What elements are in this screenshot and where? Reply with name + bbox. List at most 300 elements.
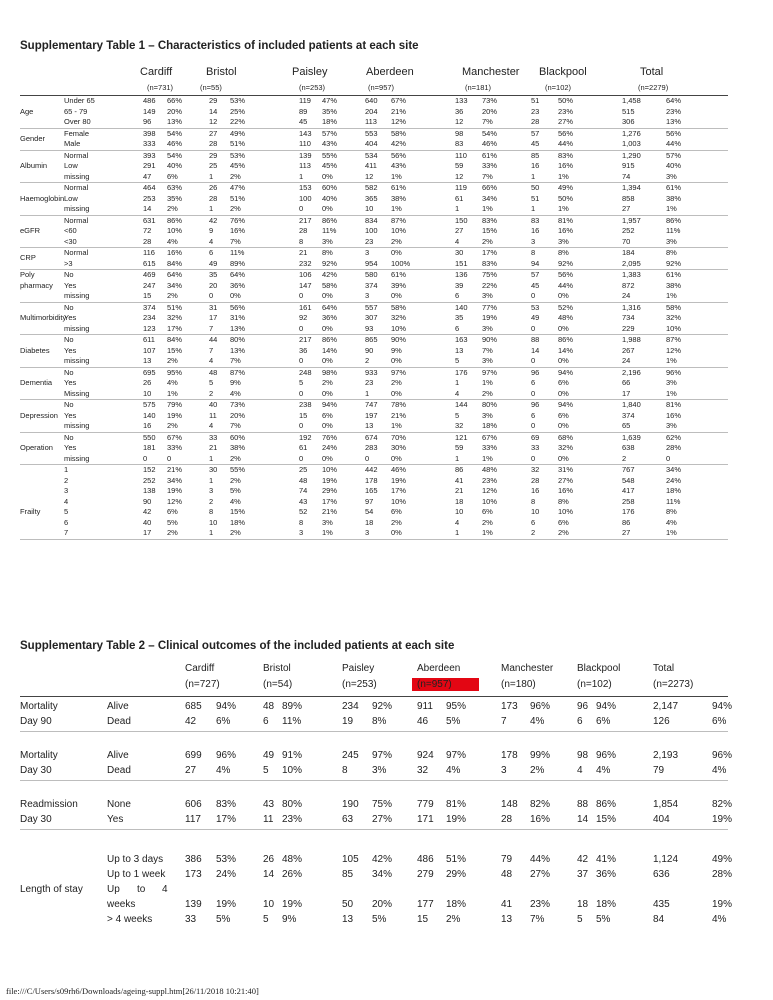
group-label: Haemoglobin xyxy=(20,193,65,203)
count-cell: 42 xyxy=(209,215,218,225)
count-cell: 53 xyxy=(531,302,540,312)
percent-cell: 18% xyxy=(482,421,498,430)
count-cell: 96 xyxy=(143,117,152,126)
count-cell: 7 xyxy=(209,345,214,355)
table1 xyxy=(20,62,728,540)
percent-cell: 22% xyxy=(482,280,498,290)
percent-cell: 96% xyxy=(596,750,617,761)
percent-cell: 56% xyxy=(558,270,574,279)
row-subcategory: 2 xyxy=(64,475,69,485)
count-cell: 8 xyxy=(299,236,304,246)
count-cell: 2 xyxy=(209,388,214,398)
section-label-line1: Mortality xyxy=(20,750,58,761)
count-cell: 640 xyxy=(365,96,378,105)
group-label: CRP xyxy=(20,253,36,263)
percent-cell: 20% xyxy=(372,899,393,910)
count-cell: 0 xyxy=(365,453,370,463)
percent-cell: 6% xyxy=(712,716,727,727)
percent-cell: 6% xyxy=(558,410,569,420)
percent-cell: 76% xyxy=(230,215,246,225)
length-of-stay-section xyxy=(20,844,733,929)
row-subcategory: Yes xyxy=(64,280,77,290)
percent-cell: 94% xyxy=(322,400,338,409)
percent-cell: 56% xyxy=(666,128,682,138)
percent-cell: 87% xyxy=(666,335,682,344)
percent-cell: 19% xyxy=(167,486,183,495)
count-cell: 152 xyxy=(143,465,156,474)
count-cell: 23 xyxy=(365,378,374,387)
percent-cell: 19% xyxy=(446,814,467,825)
percent-cell: 2% xyxy=(482,517,493,527)
percent-cell: 3% xyxy=(666,171,677,181)
group-label: Age xyxy=(20,106,34,116)
row-subcategory: No xyxy=(64,302,74,312)
percent-cell: 34% xyxy=(372,869,393,880)
count-cell: 32 xyxy=(455,421,464,430)
count-cell: 140 xyxy=(455,302,468,312)
count-cell: 41 xyxy=(501,899,513,910)
percent-cell: 20% xyxy=(167,106,183,116)
percent-cell: 18% xyxy=(666,486,682,495)
row-subcategory: 7 xyxy=(64,528,69,537)
count-cell: 734 xyxy=(622,313,635,322)
count-cell: 5 xyxy=(455,410,460,420)
count-cell: 15 xyxy=(299,410,308,420)
count-cell: 28 xyxy=(531,117,540,126)
count-cell: 140 xyxy=(143,410,156,420)
table-row xyxy=(20,161,728,172)
count-cell: 49 xyxy=(209,258,218,268)
percent-cell: 21% xyxy=(167,465,183,474)
count-cell: 6 xyxy=(263,716,269,727)
table-row xyxy=(20,368,728,379)
percent-cell: 8% xyxy=(666,507,677,516)
count-cell: 94 xyxy=(531,258,540,268)
count-cell: 7 xyxy=(209,323,214,333)
percent-cell: 1% xyxy=(666,388,677,398)
group-label: Dementia xyxy=(20,378,53,387)
percent-cell: 63% xyxy=(167,183,183,192)
count-cell: 435 xyxy=(653,899,670,910)
site-name: Total xyxy=(653,663,675,674)
count-cell: 238 xyxy=(299,400,312,409)
count-cell: 139 xyxy=(299,150,312,160)
count-cell: 26 xyxy=(263,854,275,865)
percent-cell: 2% xyxy=(167,421,178,430)
count-cell: 197 xyxy=(365,410,378,420)
count-cell: 178 xyxy=(365,475,378,485)
count-cell: 165 xyxy=(365,486,378,495)
percent-cell: 3% xyxy=(322,236,333,246)
count-cell: 18 xyxy=(577,899,589,910)
count-cell: 66 xyxy=(622,378,631,387)
count-cell: 70 xyxy=(622,236,631,246)
count-cell: 86 xyxy=(455,465,464,474)
percent-cell: 94% xyxy=(558,367,574,377)
count-cell: 17 xyxy=(622,388,631,398)
percent-cell: 89% xyxy=(282,701,303,712)
percent-cell: 4% xyxy=(167,236,178,246)
count-cell: 96 xyxy=(531,400,540,409)
percent-cell: 76% xyxy=(322,432,338,442)
count-cell: 580 xyxy=(365,270,378,279)
percent-cell: 12% xyxy=(482,486,498,495)
count-cell: 48 xyxy=(263,701,275,712)
table2-header xyxy=(20,662,728,697)
count-cell: 13 xyxy=(143,356,152,365)
count-cell: 267 xyxy=(622,345,635,355)
table-row xyxy=(20,172,728,183)
table-row xyxy=(20,867,733,882)
percent-cell: 4% xyxy=(167,378,178,387)
percent-cell: 2% xyxy=(530,765,545,776)
count-cell: 96 xyxy=(531,367,540,377)
count-cell: 28 xyxy=(209,139,218,148)
percent-cell: 21% xyxy=(322,507,338,516)
count-cell: 858 xyxy=(622,193,635,203)
count-cell: 110 xyxy=(299,139,311,148)
count-cell: 247 xyxy=(143,280,156,290)
percent-cell: 33% xyxy=(482,443,498,452)
percent-cell: 16% xyxy=(167,248,183,257)
row-subcategory: Yes xyxy=(64,313,77,322)
percent-cell: 11% xyxy=(230,248,245,257)
table-row xyxy=(20,400,728,411)
percent-cell: 34% xyxy=(482,193,498,203)
count-cell: 100 xyxy=(299,193,312,203)
percent-cell: 56% xyxy=(230,302,246,312)
file-path-footer: file:///C/Users/s09rh6/Downloads/ageing-suppl.htm[26/11/2018 10:21:40] xyxy=(6,986,259,996)
count-cell: 31 xyxy=(209,302,218,312)
count-cell: 42 xyxy=(143,507,152,516)
percent-cell: 0% xyxy=(322,171,333,181)
count-cell: 534 xyxy=(365,150,378,160)
count-cell: 911 xyxy=(417,701,433,712)
count-cell: 0 xyxy=(531,453,536,463)
percent-cell: 0% xyxy=(391,453,402,463)
count-cell: 0 xyxy=(531,388,536,398)
count-cell: 74 xyxy=(299,486,308,495)
percent-cell: 75% xyxy=(482,270,498,279)
percent-cell: 50% xyxy=(558,193,574,203)
count-cell: 192 xyxy=(299,432,312,442)
section-label-line2: Day 30 xyxy=(20,765,52,776)
percent-cell: 61% xyxy=(482,150,498,160)
site-name: Paisley xyxy=(342,663,375,674)
percent-cell: 99% xyxy=(530,750,551,761)
percent-cell: 25% xyxy=(230,106,246,116)
row-subcategory: Under 65 xyxy=(64,96,95,105)
count-cell: 27 xyxy=(185,765,197,776)
table-row xyxy=(20,303,728,314)
percent-cell: 94% xyxy=(596,701,617,712)
count-cell: 21 xyxy=(455,486,464,495)
percent-cell: 10% xyxy=(391,496,407,506)
percent-cell: 58% xyxy=(391,128,407,138)
site-count: (n=731) xyxy=(147,83,174,92)
percent-cell: 82% xyxy=(530,799,551,810)
percent-cell: 96% xyxy=(712,750,733,761)
percent-cell: 15% xyxy=(230,507,246,516)
row-subcategory: No xyxy=(64,400,74,409)
row-subcategory: missing xyxy=(64,291,90,300)
count-cell: 4 xyxy=(455,517,460,527)
percent-cell: 19% xyxy=(167,410,183,420)
count-cell: 515 xyxy=(622,106,635,116)
count-cell: 10 xyxy=(143,388,152,398)
percent-cell: 6% xyxy=(216,716,231,727)
percent-cell: 12% xyxy=(666,345,682,355)
site-name: Bristol xyxy=(206,66,237,78)
percent-cell: 90% xyxy=(482,335,498,344)
percent-cell: 47% xyxy=(322,96,338,105)
percent-cell: 34% xyxy=(167,475,183,485)
percent-cell: 18% xyxy=(230,517,246,527)
count-cell: 85 xyxy=(342,869,354,880)
count-cell: 1 xyxy=(209,453,214,463)
count-cell: 229 xyxy=(622,323,635,333)
site-count: (n=2279) xyxy=(638,83,669,92)
percent-cell: 11% xyxy=(666,226,681,235)
count-cell: 0 xyxy=(299,453,304,463)
percent-cell: 10% xyxy=(322,465,338,474)
count-cell: 69 xyxy=(531,432,540,442)
group-label: Albumin xyxy=(20,161,48,170)
count-cell: 139 xyxy=(185,899,202,910)
percent-cell: 19% xyxy=(482,313,498,322)
count-cell: 1,290 xyxy=(622,150,641,160)
percent-cell: 75% xyxy=(372,799,393,810)
row-subcategory: 1 xyxy=(64,465,69,474)
percent-cell: 51% xyxy=(446,854,467,865)
count-cell: 59 xyxy=(455,443,464,452)
percent-cell: 45% xyxy=(322,161,338,170)
percent-cell: 64% xyxy=(322,302,338,312)
percent-cell: 12% xyxy=(167,496,183,506)
percent-cell: 64% xyxy=(167,270,183,279)
count-cell: 30 xyxy=(455,248,464,257)
percent-cell: 86% xyxy=(666,215,682,225)
table-row xyxy=(20,507,728,518)
count-cell: 1,003 xyxy=(622,139,641,148)
percent-cell: 17% xyxy=(322,496,338,506)
count-cell: 258 xyxy=(622,496,635,506)
percent-cell: 2% xyxy=(167,528,178,537)
table-row xyxy=(20,204,728,215)
characteristic-group xyxy=(20,465,728,540)
percent-cell: 6% xyxy=(596,716,611,727)
percent-cell: 3% xyxy=(666,421,677,430)
group-label: Multimorbidity xyxy=(20,313,67,322)
count-cell: 178 xyxy=(501,750,518,761)
count-cell: 1 xyxy=(455,378,460,387)
count-cell: 27 xyxy=(622,528,631,537)
count-cell: 27 xyxy=(622,204,631,213)
percent-cell: 77% xyxy=(482,302,498,312)
percent-cell: 23% xyxy=(282,814,303,825)
percent-cell: 3% xyxy=(482,291,493,300)
count-cell: 72 xyxy=(143,226,152,235)
table-row xyxy=(20,518,728,529)
percent-cell: 4% xyxy=(216,765,231,776)
count-cell: 606 xyxy=(185,799,202,810)
table-row xyxy=(20,107,728,118)
count-cell: 18 xyxy=(455,496,464,506)
up-to-4-weeks-word: Up xyxy=(107,884,120,895)
count-cell: 24 xyxy=(622,291,631,300)
table-row xyxy=(20,324,728,335)
percent-cell: 91% xyxy=(282,750,303,761)
table-row xyxy=(20,356,728,367)
count-cell: 74 xyxy=(622,171,631,181)
count-cell: 1,124 xyxy=(653,854,679,865)
row-subcategory: Normal xyxy=(64,183,89,192)
percent-cell: 13% xyxy=(666,117,682,126)
count-cell: 133 xyxy=(455,96,468,105)
site-count: (n=55) xyxy=(200,83,222,92)
percent-cell: 40% xyxy=(322,193,338,203)
count-cell: 4 xyxy=(455,388,460,398)
row-subcategory: > 4 weeks xyxy=(107,914,153,925)
percent-cell: 20% xyxy=(230,410,246,420)
count-cell: 2,193 xyxy=(653,750,679,761)
percent-cell: 44% xyxy=(558,280,574,290)
count-cell: 40 xyxy=(209,400,218,409)
percent-cell: 98% xyxy=(322,367,338,377)
percent-cell: 9% xyxy=(391,345,402,355)
site-count: (n=2273) xyxy=(653,679,694,690)
count-cell: 253 xyxy=(143,193,156,203)
percent-cell: 1% xyxy=(391,171,402,181)
table-row xyxy=(20,421,728,432)
count-cell: 204 xyxy=(365,106,378,116)
percent-cell: 2% xyxy=(230,475,241,485)
count-cell: 11 xyxy=(209,410,217,420)
count-cell: 333 xyxy=(143,139,156,148)
count-cell: 190 xyxy=(342,799,359,810)
count-cell: 582 xyxy=(365,183,378,192)
percent-cell: 16% xyxy=(530,814,551,825)
count-cell: 98 xyxy=(455,128,464,138)
count-cell: 116 xyxy=(143,248,155,257)
count-cell: 36 xyxy=(455,106,464,116)
percent-cell: 54% xyxy=(167,150,183,160)
percent-cell: 2% xyxy=(446,914,461,925)
percent-cell: 79% xyxy=(167,400,183,409)
percent-cell: 41% xyxy=(596,854,617,865)
percent-cell: 29% xyxy=(446,869,467,880)
count-cell: 1,383 xyxy=(622,270,641,279)
count-cell: 88 xyxy=(531,335,540,344)
percent-cell: 3% xyxy=(558,236,569,246)
count-cell: 699 xyxy=(185,750,202,761)
percent-cell: 61% xyxy=(666,183,682,192)
count-cell: 404 xyxy=(365,139,378,148)
site-count: (n=253) xyxy=(342,679,377,690)
section-label-line2: Day 30 xyxy=(20,814,52,825)
count-cell: 24 xyxy=(622,356,631,365)
site-name: Total xyxy=(640,66,664,78)
count-cell: 15 xyxy=(417,914,429,925)
count-cell: 1 xyxy=(365,388,370,398)
count-cell: 615 xyxy=(143,258,156,268)
count-cell: 10 xyxy=(531,507,540,516)
count-cell: 46 xyxy=(417,716,429,727)
group-label: Operation xyxy=(20,443,53,452)
count-cell: 4 xyxy=(455,236,460,246)
row-subcategory: No xyxy=(64,335,74,344)
group-label: Diabetes xyxy=(20,345,50,355)
percent-cell: 19% xyxy=(712,814,733,825)
table-row xyxy=(20,454,728,465)
count-cell: 0 xyxy=(209,291,214,300)
percent-cell: 61% xyxy=(666,270,682,279)
percent-cell: 53% xyxy=(230,150,246,160)
percent-cell: 19% xyxy=(216,899,237,910)
count-cell: 49 xyxy=(263,750,275,761)
table-row xyxy=(20,378,728,389)
count-cell: 0 xyxy=(299,291,304,300)
row-subcategory: No xyxy=(64,432,74,442)
percent-cell: 0% xyxy=(391,291,402,300)
count-cell: 143 xyxy=(299,128,312,138)
site-name: Paisley xyxy=(292,66,328,78)
percent-cell: 21% xyxy=(391,106,407,116)
count-cell: 15 xyxy=(143,291,152,300)
count-cell: 872 xyxy=(622,280,635,290)
table-row xyxy=(20,151,728,162)
up-to-4-weeks-word: weeks xyxy=(107,899,136,910)
percent-cell: 24% xyxy=(322,443,338,452)
percent-cell: 13% xyxy=(230,345,246,355)
count-cell: 4 xyxy=(209,236,214,246)
count-cell: 779 xyxy=(417,799,434,810)
count-cell: 14 xyxy=(531,345,540,355)
percent-cell: 4% xyxy=(596,765,611,776)
row-subcategory: 6 xyxy=(64,517,69,527)
percent-cell: 4% xyxy=(666,517,677,527)
count-cell: 177 xyxy=(417,899,434,910)
characteristic-group xyxy=(20,368,728,401)
table-row xyxy=(20,194,728,205)
count-cell: 121 xyxy=(455,432,468,442)
percent-cell: 2% xyxy=(391,517,402,527)
count-cell: 234 xyxy=(342,701,359,712)
count-cell: 1 xyxy=(299,171,304,181)
count-cell: 1,316 xyxy=(622,302,641,312)
row-subcategory: <60 xyxy=(64,226,77,235)
row-subcategory: Low xyxy=(64,161,78,170)
count-cell: 41 xyxy=(455,475,464,485)
table-row xyxy=(20,528,728,539)
count-cell: 35 xyxy=(209,270,218,279)
percent-cell: 54% xyxy=(482,128,498,138)
percent-cell: 97% xyxy=(482,367,498,377)
table-row xyxy=(20,281,728,292)
percent-cell: 46% xyxy=(391,465,407,474)
table-row xyxy=(20,117,728,128)
percent-cell: 83% xyxy=(216,799,237,810)
table1-header xyxy=(20,62,728,96)
count-cell: 1,957 xyxy=(622,215,641,225)
table-row xyxy=(20,443,728,454)
percent-cell: 0% xyxy=(322,453,333,463)
row-subcategory: Male xyxy=(64,139,81,148)
percent-cell: 21% xyxy=(391,410,407,420)
count-cell: 119 xyxy=(455,183,467,192)
count-cell: 83 xyxy=(531,215,540,225)
site-name: Manchester xyxy=(462,66,520,78)
